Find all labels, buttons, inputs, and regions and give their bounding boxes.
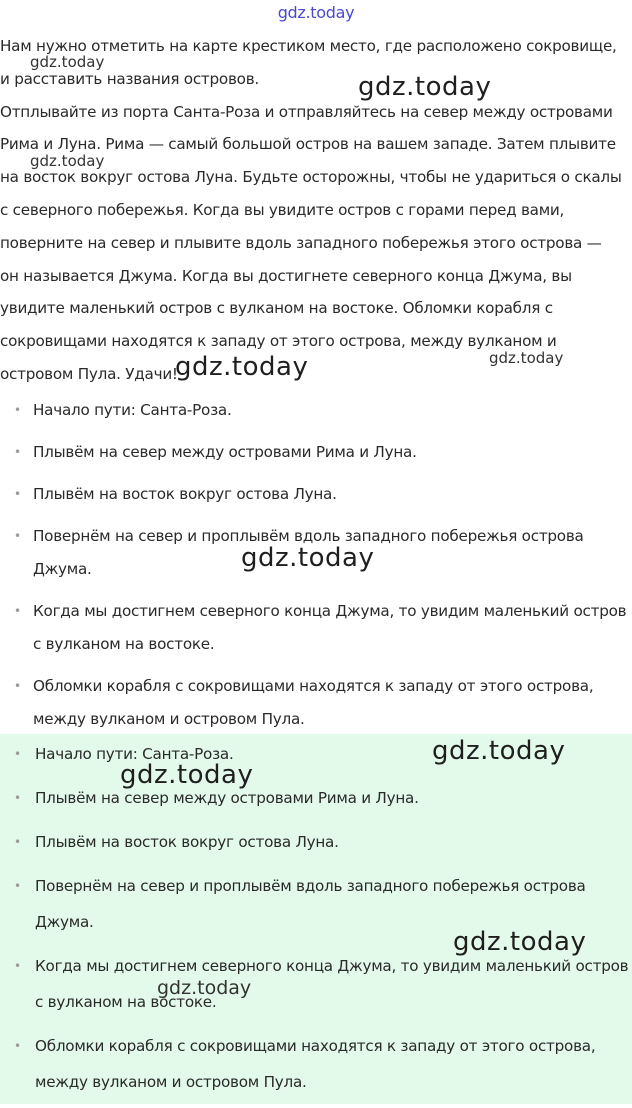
paragraph-line: с северного побережья. Когда вы увидите остров с горами перед вами, — [0, 200, 565, 219]
list-item: • Плывём на север между островами Рима и Луна. — [0, 780, 632, 816]
list-item: • Повернём на север и проплывём вдоль западного побережья острова Джума. — [0, 520, 632, 586]
list-item: • Обломки корабля с сокровищами находятся к западу от этого острова, между вулканом и островом Пула. — [0, 670, 632, 736]
paragraph-line: островом Пула. Удачи! — [0, 364, 178, 383]
paragraph-line: и расставить названия островов. — [0, 69, 259, 88]
watermark: gdz.today — [432, 736, 566, 766]
list-item: • Плывём на восток вокруг остова Луна. — [0, 824, 632, 860]
list-item: • Обломки корабля с сокровищами находятся к западу от этого острова, между вулканом и островом Пула. — [0, 1028, 632, 1100]
watermark: gdz.today — [358, 72, 492, 102]
watermark: gdz.today — [30, 152, 105, 170]
watermark: gdz.today — [241, 543, 375, 573]
list-item: • Когда мы достигнем северного конца Джума, то увидим маленький остров с вулканом на востоке. — [0, 595, 632, 661]
paragraph-line: Отплывайте из порта Санта-Роза и отправляйтесь на север между островами — [0, 102, 613, 121]
list-item: • Плывём на север между островами Рима и Луна. — [0, 436, 632, 469]
highlighted-route-list — [0, 736, 632, 1108]
list-item: • Начало пути: Санта-Роза. — [0, 736, 632, 772]
header-watermark: gdz.today — [277, 3, 355, 22]
watermark: gdz.today — [120, 760, 254, 790]
paragraph-line: он называется Джума. Когда вы достигнете северного конца Джума, вы — [0, 266, 572, 285]
paragraph-line: Рима и Луна. Рима — самый большой остров на вашем западе. Затем плывите — [0, 135, 616, 154]
paragraph-line: увидите маленький остров с вулканом на востоке. Обломки корабля с — [0, 299, 553, 318]
paragraph-line: на восток вокруг остова Луна. Будьте осторожны, чтобы не удариться о скалы — [0, 168, 622, 187]
watermark: gdz.today — [453, 927, 587, 957]
watermark: gdz.today — [489, 349, 564, 367]
paragraph-line: поверните на север и плывите вдоль западного побережья этого острова — — [0, 233, 602, 252]
watermark: gdz.today — [175, 352, 309, 382]
list-item: • Начало пути: Санта-Роза. — [0, 394, 632, 427]
task-paragraph — [0, 30, 630, 391]
list-item: • Плывём на восток вокруг остова Луна. — [0, 478, 632, 511]
list-item: • Когда мы достигнем северного конца Джума, то увидим маленький остров с вулканом на востоке. — [0, 948, 632, 1020]
paragraph-line: сокровищами находятся к западу от этого острова, между вулканом и — [0, 332, 557, 351]
watermark: gdz.today — [157, 977, 252, 999]
paragraph-line: Нам нужно отметить на карте крестиком место, где расположено сокровище, — [0, 37, 617, 55]
watermark: gdz.today — [30, 53, 105, 71]
list-item: • Повернём на север и проплывём вдоль западного побережья острова Джума. — [0, 868, 632, 940]
